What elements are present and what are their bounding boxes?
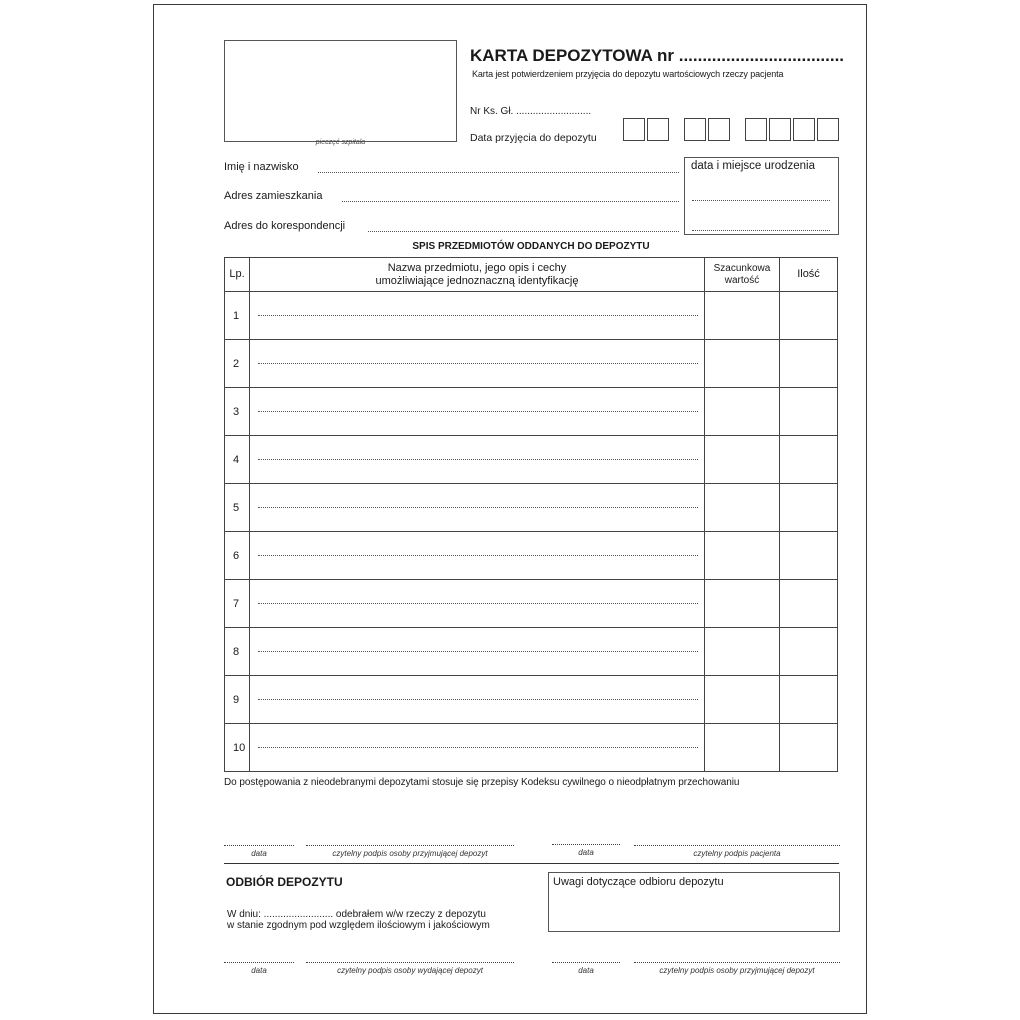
item-quantity-cell[interactable] xyxy=(780,532,838,580)
signature-date-2-label: data xyxy=(578,848,594,857)
signature-receiver-label: czytelny podpis osoby przyjmującej depozyt xyxy=(332,849,488,858)
address-field[interactable] xyxy=(342,201,679,202)
item-quantity-cell[interactable] xyxy=(780,676,838,724)
item-description-cell[interactable] xyxy=(250,532,705,580)
signature-date-1[interactable] xyxy=(224,845,294,858)
row-number: 8 xyxy=(225,628,250,676)
signature-patient[interactable] xyxy=(634,845,840,858)
item-description-line xyxy=(258,699,698,700)
items-section-title: SPIS PRZEDMIOTÓW ODDANYCH DO DEPOZYTU xyxy=(412,241,650,252)
section-divider xyxy=(224,863,839,864)
item-value-cell[interactable] xyxy=(705,436,780,484)
date-box-d1[interactable] xyxy=(623,118,645,141)
pickup-signature-receiver-label: czytelny podpis osoby przyjmującej depozyt xyxy=(659,966,815,975)
col-value-line1: Szacunkowa xyxy=(713,262,771,274)
item-description-cell[interactable] xyxy=(250,292,705,340)
item-value-cell[interactable] xyxy=(705,532,780,580)
table-row xyxy=(225,532,838,580)
date-box-m1[interactable] xyxy=(684,118,706,141)
date-box-y4[interactable] xyxy=(817,118,839,141)
col-value-line2: wartość xyxy=(724,274,760,286)
item-description-line xyxy=(258,555,698,556)
correspondence-label: Adres do korespondencji xyxy=(224,220,346,232)
pickup-remarks-box[interactable] xyxy=(548,872,840,932)
pickup-signature-date-2-label: data xyxy=(578,966,594,975)
signature-date-2[interactable] xyxy=(552,844,620,857)
col-name-header xyxy=(250,258,705,292)
table-row xyxy=(225,388,838,436)
pickup-signature-date-2[interactable] xyxy=(552,962,620,975)
item-description-cell[interactable] xyxy=(250,484,705,532)
item-description-cell[interactable] xyxy=(250,724,705,772)
hospital-stamp-box xyxy=(224,40,457,146)
pickup-title: ODBIÓR DEPOZYTU xyxy=(226,875,343,889)
item-value-cell[interactable] xyxy=(705,628,780,676)
card-title: KARTA DEPOZYTOWA nr ................................... xyxy=(470,46,845,65)
items-body xyxy=(225,292,838,772)
item-description-line xyxy=(258,315,698,316)
item-value-cell[interactable] xyxy=(705,676,780,724)
row-number: 9 xyxy=(225,676,250,724)
item-description-line xyxy=(258,507,698,508)
item-description-cell[interactable] xyxy=(250,436,705,484)
item-quantity-cell[interactable] xyxy=(780,724,838,772)
item-value-cell[interactable] xyxy=(705,388,780,436)
row-number: 5 xyxy=(225,484,250,532)
row-number: 1 xyxy=(225,292,250,340)
name-field[interactable] xyxy=(318,172,679,173)
stamp-label: pieczęć szpitala xyxy=(315,139,366,146)
table-row xyxy=(225,340,838,388)
item-description-cell[interactable] xyxy=(250,628,705,676)
table-row xyxy=(225,484,838,532)
date-box-y1[interactable] xyxy=(745,118,767,141)
item-description-line xyxy=(258,747,698,748)
ledger-number-label: Nr Ks. Gł. ........................... xyxy=(470,106,592,117)
item-value-cell[interactable] xyxy=(705,340,780,388)
birth-place-field[interactable] xyxy=(692,230,830,231)
pickup-line-2: w stanie zgodnym pod względem ilościowym i jakościowym xyxy=(227,920,490,931)
col-name-line2: umożliwiające jednoznaczną identyfikację xyxy=(375,274,579,287)
deposit-date-label: Data przyjęcia do depozytu xyxy=(470,132,597,144)
date-box-y3[interactable] xyxy=(793,118,815,141)
item-quantity-cell[interactable] xyxy=(780,580,838,628)
col-name-line1: Nazwa przedmiotu, jego opis i cechy xyxy=(387,261,567,274)
table-row xyxy=(225,676,838,724)
item-value-cell[interactable] xyxy=(705,484,780,532)
item-description-line xyxy=(258,603,698,604)
col-qty-header: Ilość xyxy=(780,258,838,292)
pickup-remarks-label: Uwagi dotyczące odbioru depozytu xyxy=(553,876,724,888)
row-number: 3 xyxy=(225,388,250,436)
item-value-cell[interactable] xyxy=(705,724,780,772)
item-description-line xyxy=(258,459,698,460)
item-quantity-cell[interactable] xyxy=(780,340,838,388)
col-value-header xyxy=(705,258,780,292)
item-description-line xyxy=(258,411,698,412)
card-subtitle: Karta jest potwierdzeniem przyjęcia do depozytu wartościowych rzeczy pacjenta xyxy=(472,69,784,79)
item-description-cell[interactable] xyxy=(250,676,705,724)
pickup-signature-date-1[interactable] xyxy=(224,962,294,975)
row-number: 6 xyxy=(225,532,250,580)
address-label: Adres zamieszkania xyxy=(224,190,323,202)
table-row xyxy=(225,436,838,484)
pickup-signature-issuer-label: czytelny podpis osoby wydającej depozyt xyxy=(337,966,483,975)
item-value-cell[interactable] xyxy=(705,580,780,628)
pickup-signature-issuer[interactable] xyxy=(306,962,514,975)
pickup-signature-date-1-label: data xyxy=(251,966,267,975)
correspondence-field[interactable] xyxy=(368,231,679,232)
pickup-text xyxy=(227,909,490,931)
table-row xyxy=(225,580,838,628)
table-row xyxy=(225,628,838,676)
row-number: 7 xyxy=(225,580,250,628)
items-header-row xyxy=(225,258,838,292)
item-quantity-cell[interactable] xyxy=(780,628,838,676)
item-description-cell[interactable] xyxy=(250,340,705,388)
pickup-signature-receiver[interactable] xyxy=(634,962,840,975)
item-description-line xyxy=(258,651,698,652)
item-quantity-cell[interactable] xyxy=(780,484,838,532)
items-table xyxy=(224,257,838,772)
row-number: 2 xyxy=(225,340,250,388)
birth-date-field[interactable] xyxy=(692,200,830,201)
row-number: 4 xyxy=(225,436,250,484)
legal-note: Do postępowania z nieodebranymi depozytami stosuje się przepisy Kodeksu cywilnego o nieodpłatnym przechowaniu xyxy=(224,777,740,788)
item-quantity-cell[interactable] xyxy=(780,436,838,484)
date-box-y2[interactable] xyxy=(769,118,791,141)
birth-label: data i miejsce urodzenia xyxy=(691,160,816,172)
date-box-m2[interactable] xyxy=(708,118,730,141)
signature-date-1-label: data xyxy=(251,849,267,858)
item-quantity-cell[interactable] xyxy=(780,292,838,340)
signature-receiver[interactable] xyxy=(306,845,514,858)
date-box-d2[interactable] xyxy=(647,118,669,141)
col-lp-header: Lp. xyxy=(225,258,250,292)
table-row xyxy=(225,724,838,772)
table-row xyxy=(225,292,838,340)
name-label: Imię i nazwisko xyxy=(224,161,299,173)
item-description-line xyxy=(258,363,698,364)
item-description-cell[interactable] xyxy=(250,580,705,628)
item-value-cell[interactable] xyxy=(705,292,780,340)
row-number: 10 xyxy=(225,724,250,772)
pickup-line-1: W dniu: ......................... odebrałem w/w rzeczy z depozytu xyxy=(227,909,486,920)
signature-patient-label: czytelny podpis pacjenta xyxy=(693,849,781,858)
item-quantity-cell[interactable] xyxy=(780,388,838,436)
birth-box xyxy=(684,157,839,235)
item-description-cell[interactable] xyxy=(250,388,705,436)
